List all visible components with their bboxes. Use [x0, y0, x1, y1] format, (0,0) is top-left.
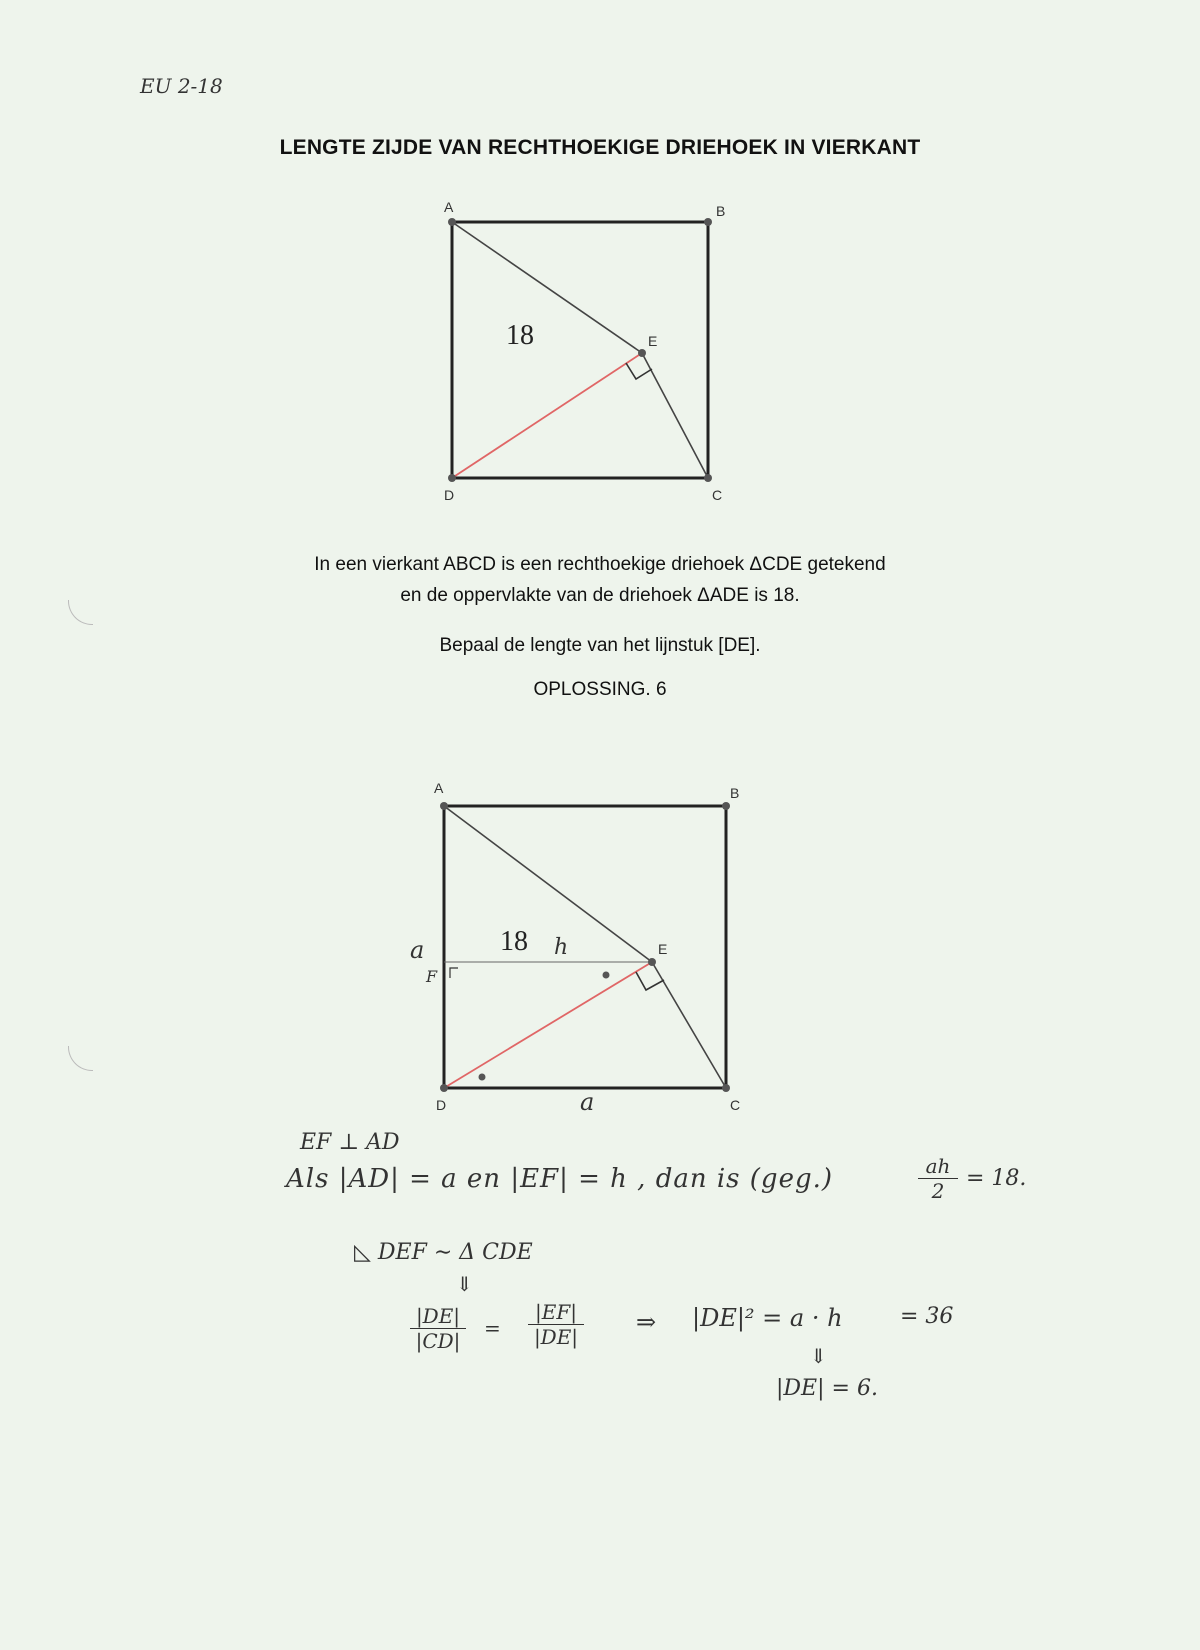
- problem-line-2: en de oppervlakte van de driehoek ΔADE is 18.: [400, 585, 800, 606]
- problem-answer: OPLOSSING. 6: [533, 679, 667, 700]
- solution-figure: [390, 770, 750, 1120]
- point-d: [448, 474, 456, 482]
- label-d: D: [444, 487, 455, 503]
- hw-ratio2-den: |DE|: [533, 1325, 579, 1349]
- punch-hole-mark-top: [68, 600, 93, 625]
- hw-similarity: ◺ DEF ∼ Δ CDE: [354, 1240, 533, 1265]
- solution-point-b: [722, 802, 730, 810]
- solution-point-e: [648, 958, 656, 966]
- label-f: F: [426, 967, 438, 986]
- square-figure: [400, 190, 740, 520]
- label-h: h: [554, 935, 569, 960]
- solution-label-e: E: [658, 941, 668, 957]
- hw-de-squared: |DE|² = a · h: [692, 1304, 843, 1332]
- solution-point-c: [722, 1084, 730, 1092]
- hw-equals-18: = 18.: [966, 1166, 1027, 1191]
- solution-point-d: [440, 1084, 448, 1092]
- hw-fraction-ah-2: [918, 1154, 958, 1203]
- hw-ratio-ef-de: [528, 1300, 584, 1349]
- side-label-left-a: a: [410, 936, 425, 964]
- label-a: A: [444, 199, 454, 215]
- hw-ratio1-num: |DE|: [410, 1304, 466, 1329]
- point-e: [638, 349, 646, 357]
- label-b: B: [716, 203, 726, 219]
- label-c: C: [712, 487, 723, 503]
- angle-dot-d: [479, 1074, 486, 1081]
- square-abcd: [452, 222, 708, 478]
- angle-dot-e: [603, 972, 610, 979]
- hw-arrow-down-1: ⇓: [456, 1272, 473, 1296]
- solution-area-label: 18: [500, 926, 528, 957]
- hw-implies: ⇒: [636, 1308, 657, 1336]
- page-title: LENGTE ZIJDE VAN RECHTHOEKIGE DRIEHOEK IN VIERKANT: [279, 136, 921, 159]
- hw-fraction-num: ah: [918, 1154, 958, 1179]
- segment-ec: [642, 353, 708, 478]
- label-e: E: [648, 333, 658, 349]
- area-label: 18: [506, 320, 534, 351]
- hw-given: Als |AD| = a en |EF| = h , dan is (geg.): [286, 1164, 834, 1194]
- hw-perpendicular: EF ⊥ AD: [300, 1130, 400, 1155]
- solution-label-c: C: [730, 1097, 741, 1113]
- solution-segment-ae: [444, 806, 652, 962]
- point-a: [448, 218, 456, 226]
- hw-final-answer: |DE| = 6.: [776, 1376, 878, 1401]
- hw-equals: =: [484, 1316, 501, 1340]
- punch-hole-mark-bottom: [68, 1046, 93, 1071]
- hw-ratio2-num: |EF|: [528, 1300, 584, 1325]
- point-b: [704, 218, 712, 226]
- segment-de-red: [452, 353, 642, 478]
- solution-label-a: A: [434, 780, 444, 796]
- point-c: [704, 474, 712, 482]
- solution-point-a: [440, 802, 448, 810]
- solution-square-abcd: [444, 806, 726, 1088]
- problem-line-1: In een vierkant ABCD is een rechthoekige driehoek ΔCDE getekend: [314, 554, 886, 575]
- hw-ratio-de-cd: [410, 1304, 466, 1353]
- right-angle-marker-f: [450, 968, 458, 978]
- solution-label-d: D: [436, 1097, 447, 1113]
- segment-ae: [452, 222, 642, 353]
- problem-question: Bepaal de lengte van het lijnstuk [DE].: [439, 635, 761, 656]
- solution-segment-de-red: [444, 962, 652, 1088]
- side-label-bottom-a: a: [580, 1088, 595, 1116]
- hw-ratio1-den: |CD|: [415, 1329, 461, 1353]
- hw-fraction-den: 2: [931, 1179, 945, 1203]
- corner-note: EU 2-18: [140, 74, 223, 98]
- hw-arrow-down-2: ⇓: [810, 1344, 827, 1368]
- solution-label-b: B: [730, 785, 740, 801]
- hw-equals-36: = 36: [900, 1304, 954, 1329]
